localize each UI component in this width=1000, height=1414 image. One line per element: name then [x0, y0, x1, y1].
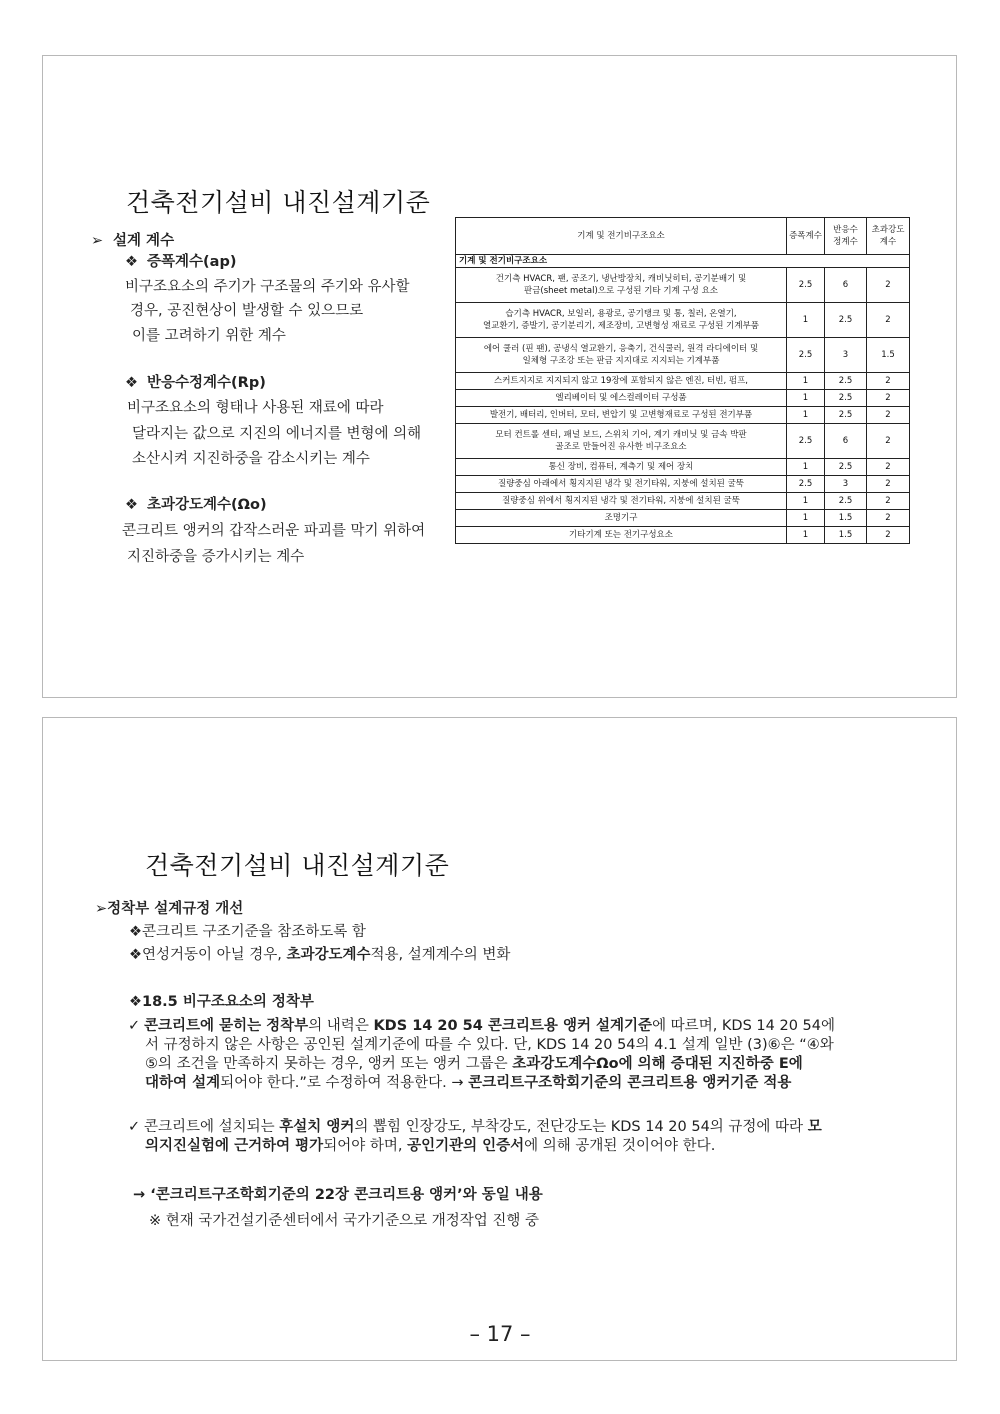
table-cell-component: 조명기구	[456, 510, 787, 527]
table-cell-overstrength: 2	[867, 407, 910, 424]
table-cell-amplification: 1	[787, 459, 825, 476]
table-row	[456, 424, 910, 459]
table-cell-amplification: 2.5	[787, 268, 825, 303]
table-row	[456, 268, 910, 303]
table-row	[456, 373, 910, 390]
subheading-anchorage: ❖18.5 비구조요소의 정착부	[129, 994, 314, 1010]
table-cell-response: 3	[825, 476, 867, 493]
table-cell-overstrength: 2	[867, 268, 910, 303]
paragraph-embedded-anchorage: ✓ 콘크리트에 묻히는 정착부의 내력은 KDS 14 20 54 콘크리트용 앵커 설계기준에 따르며, KDS 14 20 54에 서 규정하지 않은 사항은 공인된 설계기준에 따를 수 있다. 단, KDS 14 20 54의 4.1 설계 일반 (3)⑥은 “④와 ⑤의 조건을 만족하지 못하는 경우, 앵커 또는 앵커 그룹은 초과강도계수Ωo에 의해 증대된 지진하중 E에 대하여 설계되어야 한다.”로 수정하여 적용한다. → 콘크리트구조학회기준의 콘크리트용 앵커기준 적용	[128, 1018, 835, 1091]
table-row	[456, 407, 910, 424]
conclusion-text: → ‘콘크리트구조학회기준의 22장 콘크리트용 앵커’와 동일 내용	[133, 1187, 543, 1203]
table-row	[456, 338, 910, 373]
slide-design-coefficients	[42, 55, 957, 698]
header-amplification: 증폭계수	[787, 218, 825, 255]
table-cell-overstrength: 2	[867, 510, 910, 527]
table-cell-component: 질량중심 위에서 횡지지된 냉각 및 전기타워, 지붕에 설치된 굴뚝	[456, 493, 787, 510]
table-cell-overstrength: 2	[867, 476, 910, 493]
table-cell-amplification: 1	[787, 373, 825, 390]
coefficient-table	[455, 217, 910, 544]
item-text-line: 경우, 공진현상이 발생할 수 있으므로	[130, 303, 364, 319]
diamond-bullet-icon: ❖	[125, 375, 138, 391]
table-row	[456, 476, 910, 493]
table-cell-overstrength: 2	[867, 527, 910, 544]
table-cell-overstrength: 1.5	[867, 338, 910, 373]
table-row	[456, 527, 910, 544]
table-cell-response: 2.5	[825, 407, 867, 424]
table-cell-component: 엘리베이터 및 에스컬레이터 구성품	[456, 390, 787, 407]
slide-anchorage-provisions	[42, 717, 957, 1361]
diamond-bullet-icon: ❖	[129, 994, 142, 1010]
table-cell-overstrength: 2	[867, 424, 910, 459]
table-cell-component: 통신 장비, 컴퓨터, 계측기 및 제어 장치	[456, 459, 787, 476]
table-cell-response: 2.5	[825, 493, 867, 510]
bullet-overstrength-change: ❖연성거동이 아닐 경우, 초과강도계수적용, 설계계수의 변화	[129, 947, 511, 963]
table-row	[456, 390, 910, 407]
item-text-line: 지진하중을 증가시키는 계수	[127, 549, 305, 565]
table-cell-overstrength: 2	[867, 459, 910, 476]
table-cell-component: 모터 컨트롤 센터, 패널 보드, 스위치 기어, 계기 캐비닛 및 금속 박판 골조로 만들어진 유사한 비구조요소	[456, 424, 787, 459]
note-text: ※ 현재 국가건설기준센터에서 국가기준으로 개정작업 진행 중	[149, 1213, 539, 1229]
table-cell-amplification: 2.5	[787, 338, 825, 373]
table-cell-response: 6	[825, 268, 867, 303]
table-cell-amplification: 2.5	[787, 424, 825, 459]
item-heading-response-modification: ❖ 반응수정계수(Rp)	[125, 370, 266, 396]
arrow-bullet-icon: ➢	[91, 233, 104, 249]
table-cell-component: 발전기, 배터리, 인버터, 모터, 변압기 및 고변형재료로 구성된 전기부품	[456, 407, 787, 424]
diamond-bullet-icon: ❖	[125, 254, 138, 270]
table-cell-response: 2.5	[825, 373, 867, 390]
table-header-row	[456, 218, 910, 255]
check-mark-icon: ✓	[128, 1018, 141, 1034]
table-cell-response: 2.5	[825, 303, 867, 338]
section-label: 설계 계수	[113, 233, 175, 249]
item-text-line: 이를 고려하기 위한 계수	[132, 328, 286, 344]
slide1-title: 건축전기설비 내진설계기준	[126, 188, 431, 217]
table-cell-amplification: 1	[787, 527, 825, 544]
table-cell-overstrength: 2	[867, 390, 910, 407]
diamond-bullet-icon: ❖	[125, 497, 138, 513]
table-category-row	[456, 255, 910, 268]
item-text-line: 비구조요소의 형태나 사용된 재료에 따라	[127, 400, 384, 416]
diamond-bullet-icon: ❖	[129, 947, 142, 963]
slide2-title: 건축전기설비 내진설계기준	[145, 851, 450, 880]
section-heading-anchorage	[95, 900, 243, 919]
table-cell-overstrength: 2	[867, 373, 910, 390]
table-cell-overstrength: 2	[867, 303, 910, 338]
table-cell-component: 스커트지지로 지지되지 않고 19장에 포함되지 않은 엔진, 터빈, 펌프,	[456, 373, 787, 390]
table-row	[456, 303, 910, 338]
item-text-line: 소산시켜 지진하중을 감소시키는 계수	[132, 451, 370, 467]
item-heading-overstrength: ❖ 초과강도계수(Ωo)	[125, 492, 267, 518]
table-cell-response: 2.5	[825, 459, 867, 476]
page-number: – 17 –	[469, 1322, 531, 1346]
table-cell-amplification: 1	[787, 493, 825, 510]
item-text-line: 콘크리트 앵커의 갑작스러운 파괴를 막기 위하여	[122, 523, 426, 539]
item-heading-amplification: ❖ 증폭계수(ap)	[125, 249, 236, 275]
table-cell-response: 3	[825, 338, 867, 373]
header-component: 기계 및 전기비구조요소	[456, 218, 787, 255]
section-label: 정착부 설계규정 개선	[107, 901, 244, 917]
diamond-bullet-icon: ❖	[129, 924, 142, 940]
table-cell-component: 에어 쿨러 (핀 팬), 공냉식 열교환기, 응축기, 건식쿨러, 원격 라디에이터 및 일체형 구조강 또는 판금 지지대로 지지되는 기계부품	[456, 338, 787, 373]
table-row	[456, 510, 910, 527]
arrow-bullet-icon: ➢	[95, 901, 108, 917]
table-cell-response: 2.5	[825, 390, 867, 407]
item-text-line: 비구조요소의 주기가 구조물의 주기와 유사할	[125, 279, 410, 295]
header-response: 반응수 정계수	[825, 218, 867, 255]
table-cell-amplification: 1	[787, 510, 825, 527]
table-cell-amplification: 2.5	[787, 476, 825, 493]
paragraph-post-installed-anchor: ✓ 콘크리트에 설치되는 후설치 앵커의 뽑힘 인장강도, 부착강도, 전단강도는 KDS 14 20 54의 규정에 따라 모 의지진실험에 근거하여 평가되어야 하며, 공인기관의 인증서에 의해 공개된 것이어야 한다.	[128, 1119, 822, 1154]
item-text-line: 달라지는 값으로 지진의 에너지를 변형에 의해	[132, 426, 422, 442]
table-cell-component: 질량중심 아래에서 횡지지된 냉각 및 전기타워, 지붕에 설치된 굴뚝	[456, 476, 787, 493]
table-category-label: 기계 및 전기비구조요소	[456, 255, 910, 268]
table-cell-response: 1.5	[825, 527, 867, 544]
table-cell-overstrength: 2	[867, 493, 910, 510]
table-cell-amplification: 1	[787, 303, 825, 338]
table-cell-amplification: 1	[787, 407, 825, 424]
bullet-concrete-reference: ❖콘크리트 구조기준을 참조하도록 함	[129, 924, 366, 940]
table-cell-component: 기타기계 또는 전기구성요소	[456, 527, 787, 544]
table-cell-component: 습기측 HVACR, 보일러, 용광로, 공기탱크 및 통, 칠러, 온열기, 열교환기, 증발기, 공기분리기, 제조장비, 고변형성 재료로 구성된 기계부품	[456, 303, 787, 338]
table-row	[456, 493, 910, 510]
table-cell-amplification: 1	[787, 390, 825, 407]
table-row	[456, 459, 910, 476]
header-overstrength: 초과강도 계수	[867, 218, 910, 255]
check-mark-icon: ✓	[128, 1119, 141, 1135]
table-cell-response: 6	[825, 424, 867, 459]
table-cell-response: 1.5	[825, 510, 867, 527]
table-cell-component: 건기측 HVACR, 팬, 공조기, 냉난방장치, 캐비닛히터, 공기분배기 및 판금(sheet metal)으로 구성된 기타 기계 구성 요소	[456, 268, 787, 303]
